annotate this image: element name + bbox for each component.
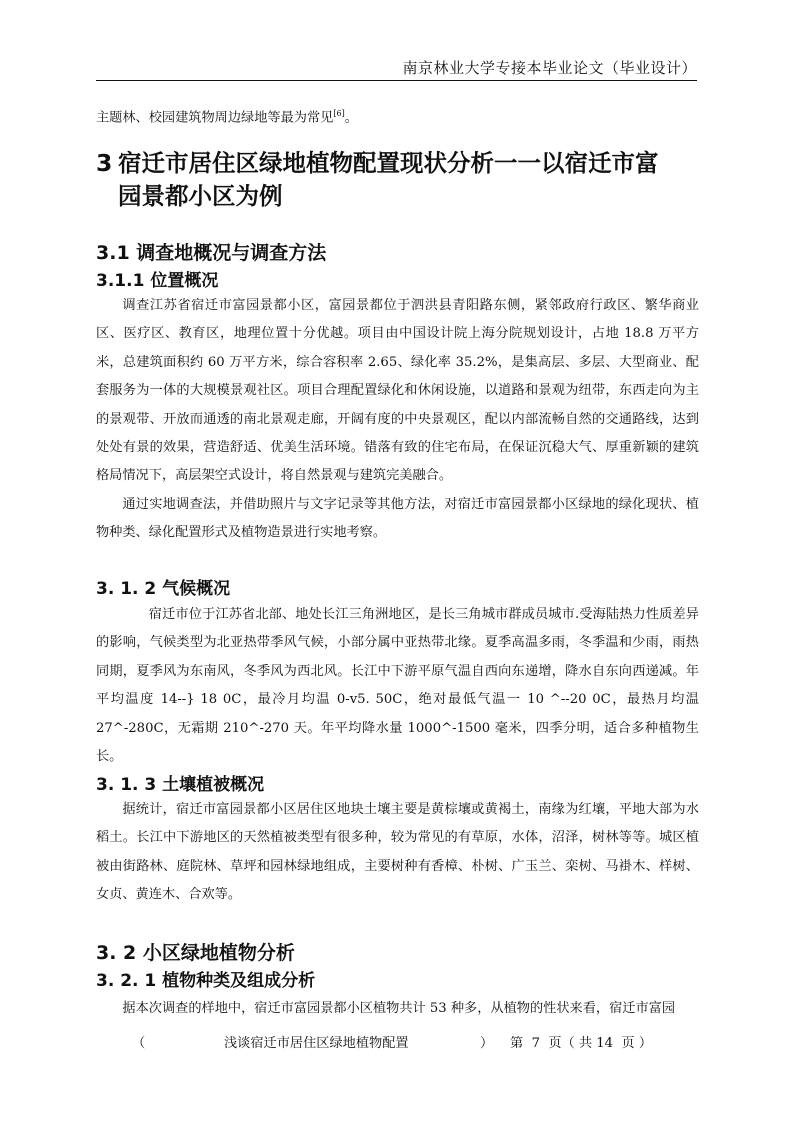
citation-ref: [6]	[333, 109, 345, 118]
footer-open-paren: （	[132, 1036, 146, 1051]
soil-paragraph: 据统计，宿迁市富园景都小区居住区地块土壤主要是黄棕壤或黄褐土，南缘为红壤，平地大部为水稻土。长江中下游地区的天然植被类型有很多种，较为常见的有草原，水体，沼泽，树林等等。城区植被由街路林、庭院林、草坪和园林绿地组成，主要树种有香樟、朴树、广玉兰、栾树、马褂木、样树、女贞、黄连木、合欢等。	[96, 802, 699, 903]
footer-close-paren: ）	[480, 1036, 494, 1051]
method-paragraph: 通过实地调查法，并借助照片与文字记录等其他方法，对宿迁市富园景都小区绿地的绿化现状、植物种类、绿化配置形式及植物造景进行实地考察。	[96, 497, 699, 541]
section-3-1-1-heading: 3.1.1 位置概况	[96, 271, 219, 291]
intro-line	[96, 100, 699, 133]
location-paragraph: 调查江苏省宿迁市富园景都小区，富园景都位于泗洪县青阳路东侧，紧邻政府行政区、繁华商业区、医疗区、教育区，地理位置十分优越。项目由中国设计院上海分院规划设计，占地 18.8 万平方米，总建筑面积约 60 万平方米，综合容积率 2.65、绿化率 35.2%，是集高层、多层、大型商业、配套服务为一体的大规模景观社区。项目合理配置绿化和休闲设施，以道路和景观为纽带，东西走向为主的景观带、开放而通透的南北景观走廊，开阔有度的中央景观区，配以内部流畅自然的交通路线，达到处处有景的效果，营造舒适、优美生活环境。错落有致的住宅布局，在保证沉稳大气、厚重新颖的建筑格局情况下，高层架空式设计，将自然景观与建筑完美融合。	[96, 298, 699, 484]
section-3-1-heading: 3.1 调查地概况与调查方法	[96, 242, 327, 264]
section-3-2-heading: 3. 2 小区绿地植物分析	[96, 942, 295, 964]
species-paragraph: 据本次调查的样地中，宿迁市富园景都小区植物共计 53 种多，从植物的性状来看，宿迁市富园	[122, 1001, 676, 1016]
section-3-1-3-heading: 3. 1. 3 土壤植被概况	[96, 775, 265, 795]
section-3-heading	[96, 147, 702, 213]
intro-end: 。	[344, 110, 358, 126]
section-3-2-1-heading: 3. 2. 1 植物种类及组成分析	[96, 971, 316, 991]
section-title-line2: 园景都小区为例	[118, 182, 283, 210]
section-title-line1: 宿迁市居住区绿地植物配置现状分析一一以宿迁市富	[118, 149, 659, 177]
header-rule	[96, 80, 697, 81]
footer-title: 浅谈宿迁市居住区绿地植物配置	[224, 1036, 409, 1051]
footer-page-info: 第 7 页（ 共 14 页 ）	[510, 1036, 653, 1051]
section-number: 3	[96, 149, 113, 177]
header-title: 南京林业大学专接本毕业论文（毕业设计）	[402, 59, 697, 77]
climate-paragraph: 宿迁市位于江苏省北部、地处长江三角洲地区，是长三角城市群成员城市.受海陆热力性质差异的影响，气候类型为北亚热带季风气候，小部分属中亚热带北缘。夏季高温多雨，冬季温和少雨，雨热同期，夏季风为东南风，冬季风为西北风。长江中下游平原气温自西向东递增，降水自东向西递减。年平均温度 14--} 18 0C，最冷月均温 0-v5. 50C，绝对最低气温一 10 ^--20 0C，最热月均温 27^-280C，无霜期 210^-270 天。年平均降水量 1000^-1500 毫米，四季分明，适合多种植物生长。	[96, 607, 699, 765]
intro-text: 主题林、校园建筑物周边绿地等最为常见	[96, 110, 334, 126]
section-3-1-2-heading: 3. 1. 2 气候概况	[96, 579, 231, 599]
